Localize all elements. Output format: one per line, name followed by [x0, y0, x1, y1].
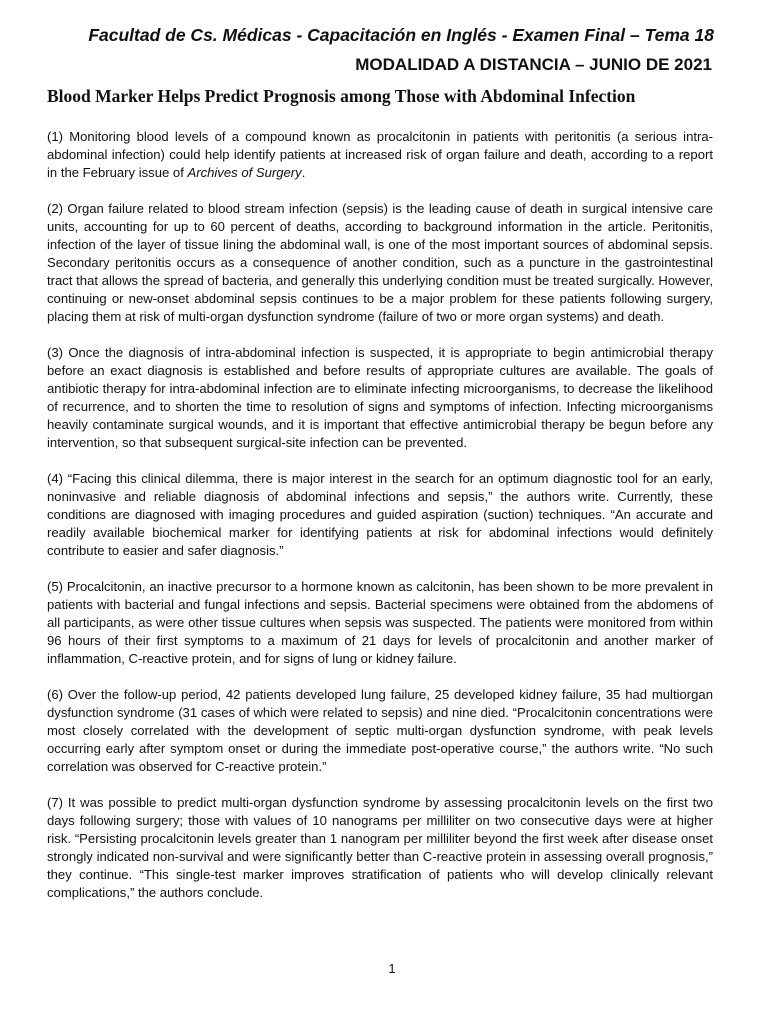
course-header: Facultad de Cs. Médicas - Capacitación en Inglés - Examen Final – Tema 18	[88, 25, 714, 45]
paragraph-4: (4) “Facing this clinical dilemma, there is major interest in the search for an optimum diagnostic tool for an early, noninvasive and reliable diagnosis of abdominal infections and sepsis,” the authors write. Currently, these conditions are diagnosed with imaging procedures and guided aspiration (suction) techniques. “An accurate and readily available biochemical marker for identifying patients at risk for abdominal infections would definitely contribute to easier and safer diagnosis.”	[47, 471, 713, 558]
page-number: 1	[388, 961, 396, 976]
paragraph-3: (3) Once the diagnosis of intra-abdominal infection is suspected, it is appropriate to begin antimicrobial therapy before an exact diagnosis is established and before results of appropriate cultures are available. The goals of antibiotic therapy for intra-abdominal infection are to eliminate infecting microorganisms, to decrease the likelihood of recurrence, and to shorten the time to resolution of signs and symptoms of infection. Infecting microorganisms heavily contaminate surgical wounds, and it is important that effective antimicrobial therapy be begun before any intervention, so that subsequent surgical-site infection can be prevented.	[47, 345, 713, 450]
article-body	[47, 128, 713, 920]
paragraph-7: (7) It was possible to predict multi-organ dysfunction syndrome by assessing procalcitonin levels on the first two days following surgery; those with values of 10 nanograms per milliliter on two consecutive days were at higher risk. “Persisting procalcitonin levels greater than 1 nanogram per milliliter beyond the first week after disease onset strongly indicated non-survival and were significantly better than C-reactive protein in assessing overall prognosis,” they continue. “This single-test marker improves stratification of patients who will develop clinically relevant complications,” the authors conclude.	[47, 795, 713, 900]
paragraph-2: (2) Organ failure related to blood stream infection (sepsis) is the leading cause of death in surgical intensive care units, accounting for up to 60 percent of deaths, according to background information in the article. Peritonitis, infection of the layer of tissue lining the abdominal wall, is one of the most important sources of abdominal sepsis. Secondary peritonitis occurs as a consequence of another condition, such as a puncture in the gastrointestinal tract that allows the spread of bacteria, and generally this underlying condition must be treated surgically. However, continuing or new-onset abdominal sepsis continues to be a major problem for these patients following surgery, placing them at risk of multi-organ dysfunction syndrome (failure of two or more organ systems) and death.	[47, 201, 713, 324]
paragraph-1	[47, 128, 713, 182]
paragraph-6: (6) Over the follow-up period, 42 patients developed lung failure, 25 developed kidney failure, 35 had multiorgan dysfunction syndrome (31 cases of which were related to sepsis) and nine died. “Procalcitonin concentrations were most closely correlated with the development of septic multi-organ dysfunction syndrome, with peak levels occurring early after symptom onset or during the immediate post-operative course,” the authors write. “No such correlation was observed for C-reactive protein.”	[47, 687, 713, 774]
paragraph-1-end: .	[301, 165, 306, 180]
journal-name: Archives of Surgery	[187, 165, 302, 180]
paragraph-5: (5) Procalcitonin, an inactive precursor to a hormone known as calcitonin, has been shown to be more prevalent in patients with bacterial and fungal infections and sepsis. Bacterial specimens were obtained from the abdomens of all participants, as were other tissue cultures when sepsis was suspected. The patients were monitored from within 96 hours of their first symptoms to a maximum of 21 days for levels of procalcitonin and another marker of inflammation, C-reactive protein, and for signs of lung or kidney failure.	[47, 579, 713, 666]
exam-modality-header: MODALIDAD A DISTANCIA – JUNIO DE 2021	[355, 55, 712, 74]
article-title: Blood Marker Helps Predict Prognosis among Those with Abdominal Infection	[47, 86, 636, 106]
paragraph-1-text: (1) Monitoring blood levels of a compound known as procalcitonin in patients with peritonitis (a serious intra-abdominal infection) could help identify patients at increased risk of organ failure and death, according to a report in the February issue of	[47, 129, 713, 180]
